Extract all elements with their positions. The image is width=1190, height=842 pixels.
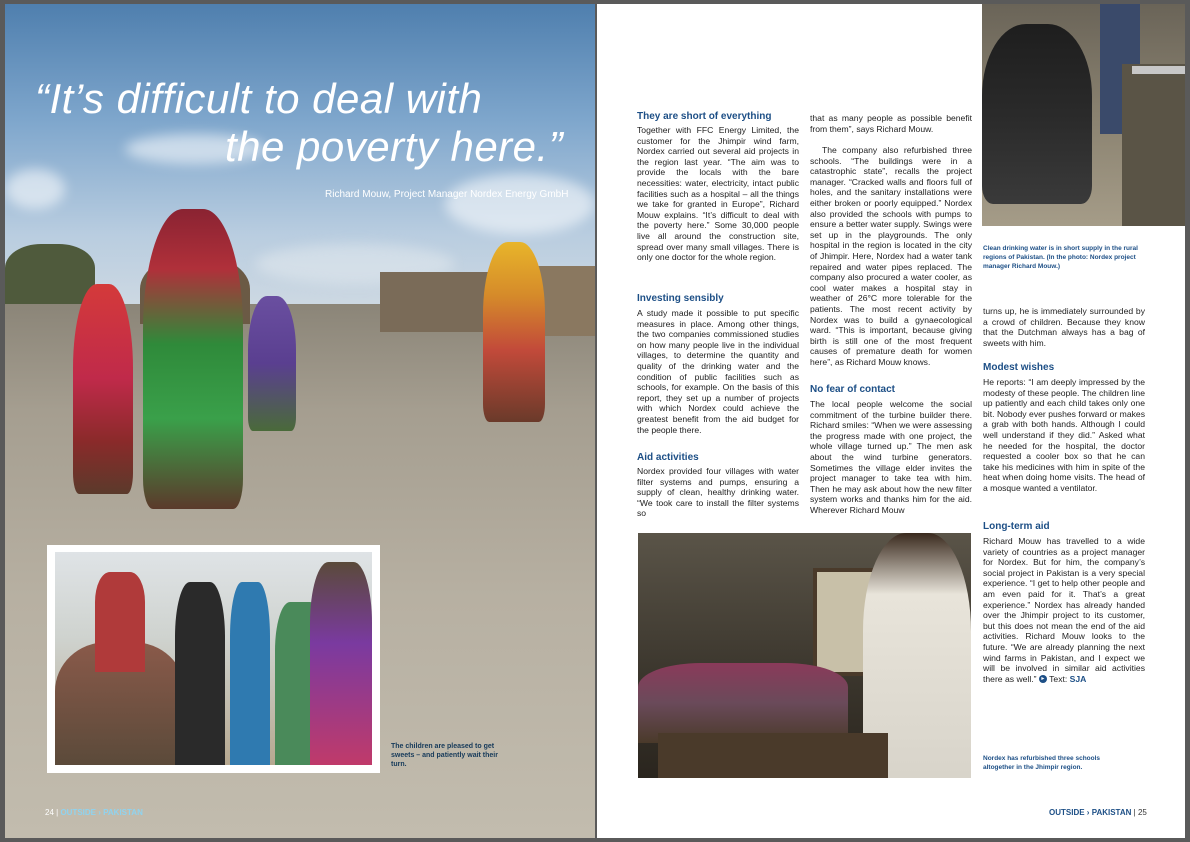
page-number: 24 [45,808,54,817]
col2-para3: The local people welcome the social commitment of the turbine builder there. Richard smiles: “When we were assessing the progress made with one project, the whole village turned up.” The men ask about the wind turbine generators. Sometimes the village elder invites the project manager to take tea with him. Then he may ask about how the new filter system works and thanks him for the aid. Wherever Richard Mouw [810,399,972,515]
pull-quote-line1: “It’s difficult to deal with [35,75,483,122]
girl-figure [143,209,243,509]
col1-para3: Nordex provided four villages with water filter systems and pumps, ensuring a supply of clean, healthy drinking water. “We took care to install the filter systems so [637,466,799,519]
heading-modest-wishes: Modest wishes [983,362,1055,373]
tree-shape [5,244,95,304]
right-folio: OUTSIDE › PAKISTAN | 25 [1049,808,1147,817]
col2-para1: that as many people as possible benefit from them”, says Richard Mouw. [810,113,972,134]
col1-para1: Together with FFC Energy Limited, the customer for the Jhimpir wind farm, Nordex carried out several aid projects in the region last year. “The aim was to provide the locals with the bare necessities: water, electricity, intact public facilities such as a hospital – all the things we take for granted in Europe”, Richard Mouw explains. “It’s difficult to deal with the poverty here.” Some 30,000 people live all around the construction site, spread over many small villages. There is only one doctor for the whole region. [637,125,799,263]
hut-shape [380,272,490,332]
col3-para2: He reports: “I am deeply impressed by the modesty of these people. The children line up patiently and each child takes only one bit. Nobody ever pushes forward or makes a grab with both hands. Although I could well understand if they did.” Asked what he needed for the hospital, the doctor requested a cooler box so that he can take his medicines with him in spite of the heat when doing home visits. The head of a mosque wanted a ventilator. [983,377,1145,493]
school-caption: Nordex has refurbished three schools altogether in the Jhimpir region. [983,755,1101,771]
col2-para2: The company also refurbished three schools. “The buildings were in a catastrophic state”, recalls the project manager. “Cracked walls and floors full of holes, and the sanitary installations were either broken or poorly equipped.” Nordex also provided the schools with pumps to ensure a better water supply. Swings were set up in the playgrounds. The only hospital in the region is located in the city of Jhimpir. Here, Nordex had a water tank repaired and water pipes replaced. The company also procured a water cooler, as cool water makes a hospital stay in weather of 26°C more tolerable for the patients. The most recent activity by Nordex was to build a gynaecological ward. “This is important, because giving birth is still one of the most frequent causes of premature death for women here”, as Richard Mouw knows. [810,145,972,367]
folio-topic: PAKISTAN [1091,808,1132,817]
end-mark-icon: ▸ [1039,675,1047,683]
folio-section: OUTSIDE [1049,808,1085,817]
col3-para3: Richard Mouw has travelled to a wide variety of countries as a project manager for Nordex. But for him, the company’s social project in Pakistan is a very special experience. “I get to help other people and am even paid for it. That’s a great experience.” Nordex has already handed over the Jhimpir project to its customer, but this does not mean the end of the aid activities. Richard Mouw looks to the future. “We are already planning the next wind farms in Pakistan, and I expect we will be involved in similar aid activities there as well.” ▸ Text: SJA [983,536,1145,684]
girl-figure [483,242,545,422]
left-folio: 24 | OUTSIDE › PAKISTAN [45,808,143,817]
page-number: 25 [1137,808,1147,817]
pull-quote-line2: the poverty here.” [225,123,564,170]
text-label: Text: [1049,673,1068,684]
col3-para1: turns up, he is immediately surrounded by a crowd of children. Because they know that the Dutchman always has a bag of sweets with him. [983,306,1145,348]
col1-para2: A study made it possible to put specific measures in place. Among other things, the two companies commissioned studies on how many people live in the individual villages, to determine the quantity and quality of the drinking water and the condition of public facilities such as schools, for example. On the basis of this report, they set up a number of projects with which Nordex could achieve the greatest benefit from the aid budget for the people there. [637,308,799,435]
heading-long-term-aid: Long-term aid [983,521,1050,532]
school-photo [638,533,971,778]
water-photo [982,4,1185,226]
water-caption: Clean drinking water is in short supply in the rural regions of Pakistan. (In the photo: Nordex project manager Richard Mouw.) [983,245,1138,270]
inset-photo-frame [47,545,380,773]
text-author: SJA [1069,673,1087,684]
folio-section: OUTSIDE [60,808,96,817]
inset-photo [55,552,372,765]
child-figure [73,284,133,494]
child-figure [248,296,296,431]
heading-aid-activities: Aid activities [637,452,699,463]
heading-short-of-everything: They are short of everything [637,111,772,122]
folio-topic: PAKISTAN [103,808,143,817]
left-page [5,4,595,838]
heading-investing-sensibly: Investing sensibly [637,293,724,304]
heading-no-fear-of-contact: No fear of contact [810,384,896,395]
quote-credit: Richard Mouw, Project Manager Nordex Energy GmbH [325,189,569,200]
inset-caption: The children are pleased to get sweets – and patiently wait their turn. [391,743,498,768]
right-page [597,4,1185,838]
